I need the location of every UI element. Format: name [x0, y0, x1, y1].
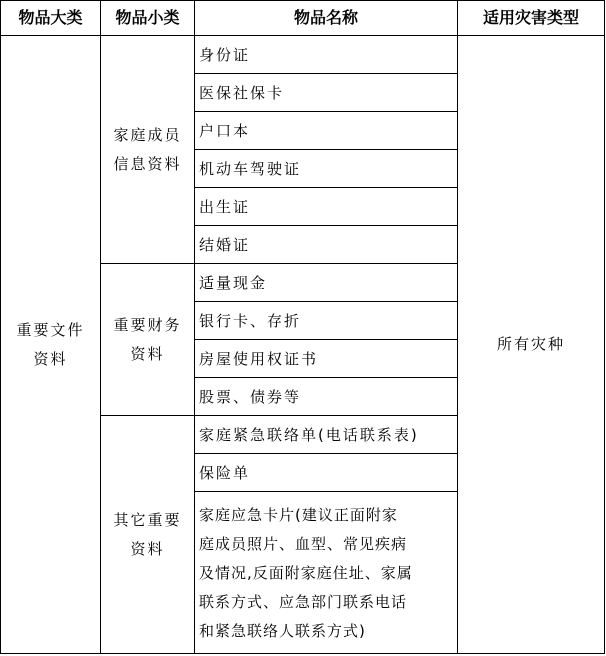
item-bank-card: 银行卡、存折	[195, 302, 458, 340]
item-marriage-certificate: 结婚证	[195, 226, 458, 264]
disaster-scope-cell: 所有灾种	[458, 36, 605, 654]
item-property-certificate: 房屋使用权证书	[195, 340, 458, 378]
item-emergency-contact-list: 家庭紧急联络单(电话联系表)	[195, 416, 458, 454]
subcategory-label-line1: 重要财务	[113, 315, 182, 334]
category-label-line1: 重要文件	[16, 320, 85, 339]
subcategory-family-info	[101, 36, 195, 264]
category-cell	[1, 36, 101, 654]
emergency-card-line: 家庭应急卡片(建议正面附家	[199, 506, 398, 524]
header-row	[1, 1, 605, 36]
emergency-card-line: 及情况,反面附家庭住址、家属	[199, 564, 413, 582]
item-emergency-card	[195, 492, 458, 654]
emergency-card-line: 和紧急联络人联系方式)	[199, 622, 366, 640]
subcategory-other	[101, 416, 195, 654]
category-label-line2: 资料	[33, 349, 68, 368]
item-cash: 适量现金	[195, 264, 458, 302]
header-disaster-type: 适用灾害类型	[458, 1, 605, 36]
header-item-name: 物品名称	[195, 1, 458, 36]
item-birth-certificate: 出生证	[195, 188, 458, 226]
subcategory-label-line1: 家庭成员	[113, 125, 182, 144]
item-id-card: 身份证	[195, 36, 458, 74]
item-driver-license: 机动车驾驶证	[195, 150, 458, 188]
subcategory-label-line2: 资料	[130, 539, 165, 558]
header-subcategory: 物品小类	[101, 1, 195, 36]
header-category: 物品大类	[1, 1, 101, 36]
item-insurance-card: 医保社保卡	[195, 74, 458, 112]
item-household-register: 户口本	[195, 112, 458, 150]
emergency-card-line: 庭成员照片、血型、常见疾病	[199, 535, 408, 553]
item-insurance-policy: 保险单	[195, 454, 458, 492]
subcategory-label-line1: 其它重要	[113, 510, 182, 529]
subcategory-label-line2: 资料	[130, 344, 165, 363]
emergency-card-line: 联系方式、应急部门联系电话	[199, 593, 408, 611]
subcategory-label-line2: 信息资料	[113, 154, 182, 173]
subcategory-financial	[101, 264, 195, 416]
item-stocks-bonds: 股票、债券等	[195, 378, 458, 416]
table-row	[1, 36, 605, 74]
